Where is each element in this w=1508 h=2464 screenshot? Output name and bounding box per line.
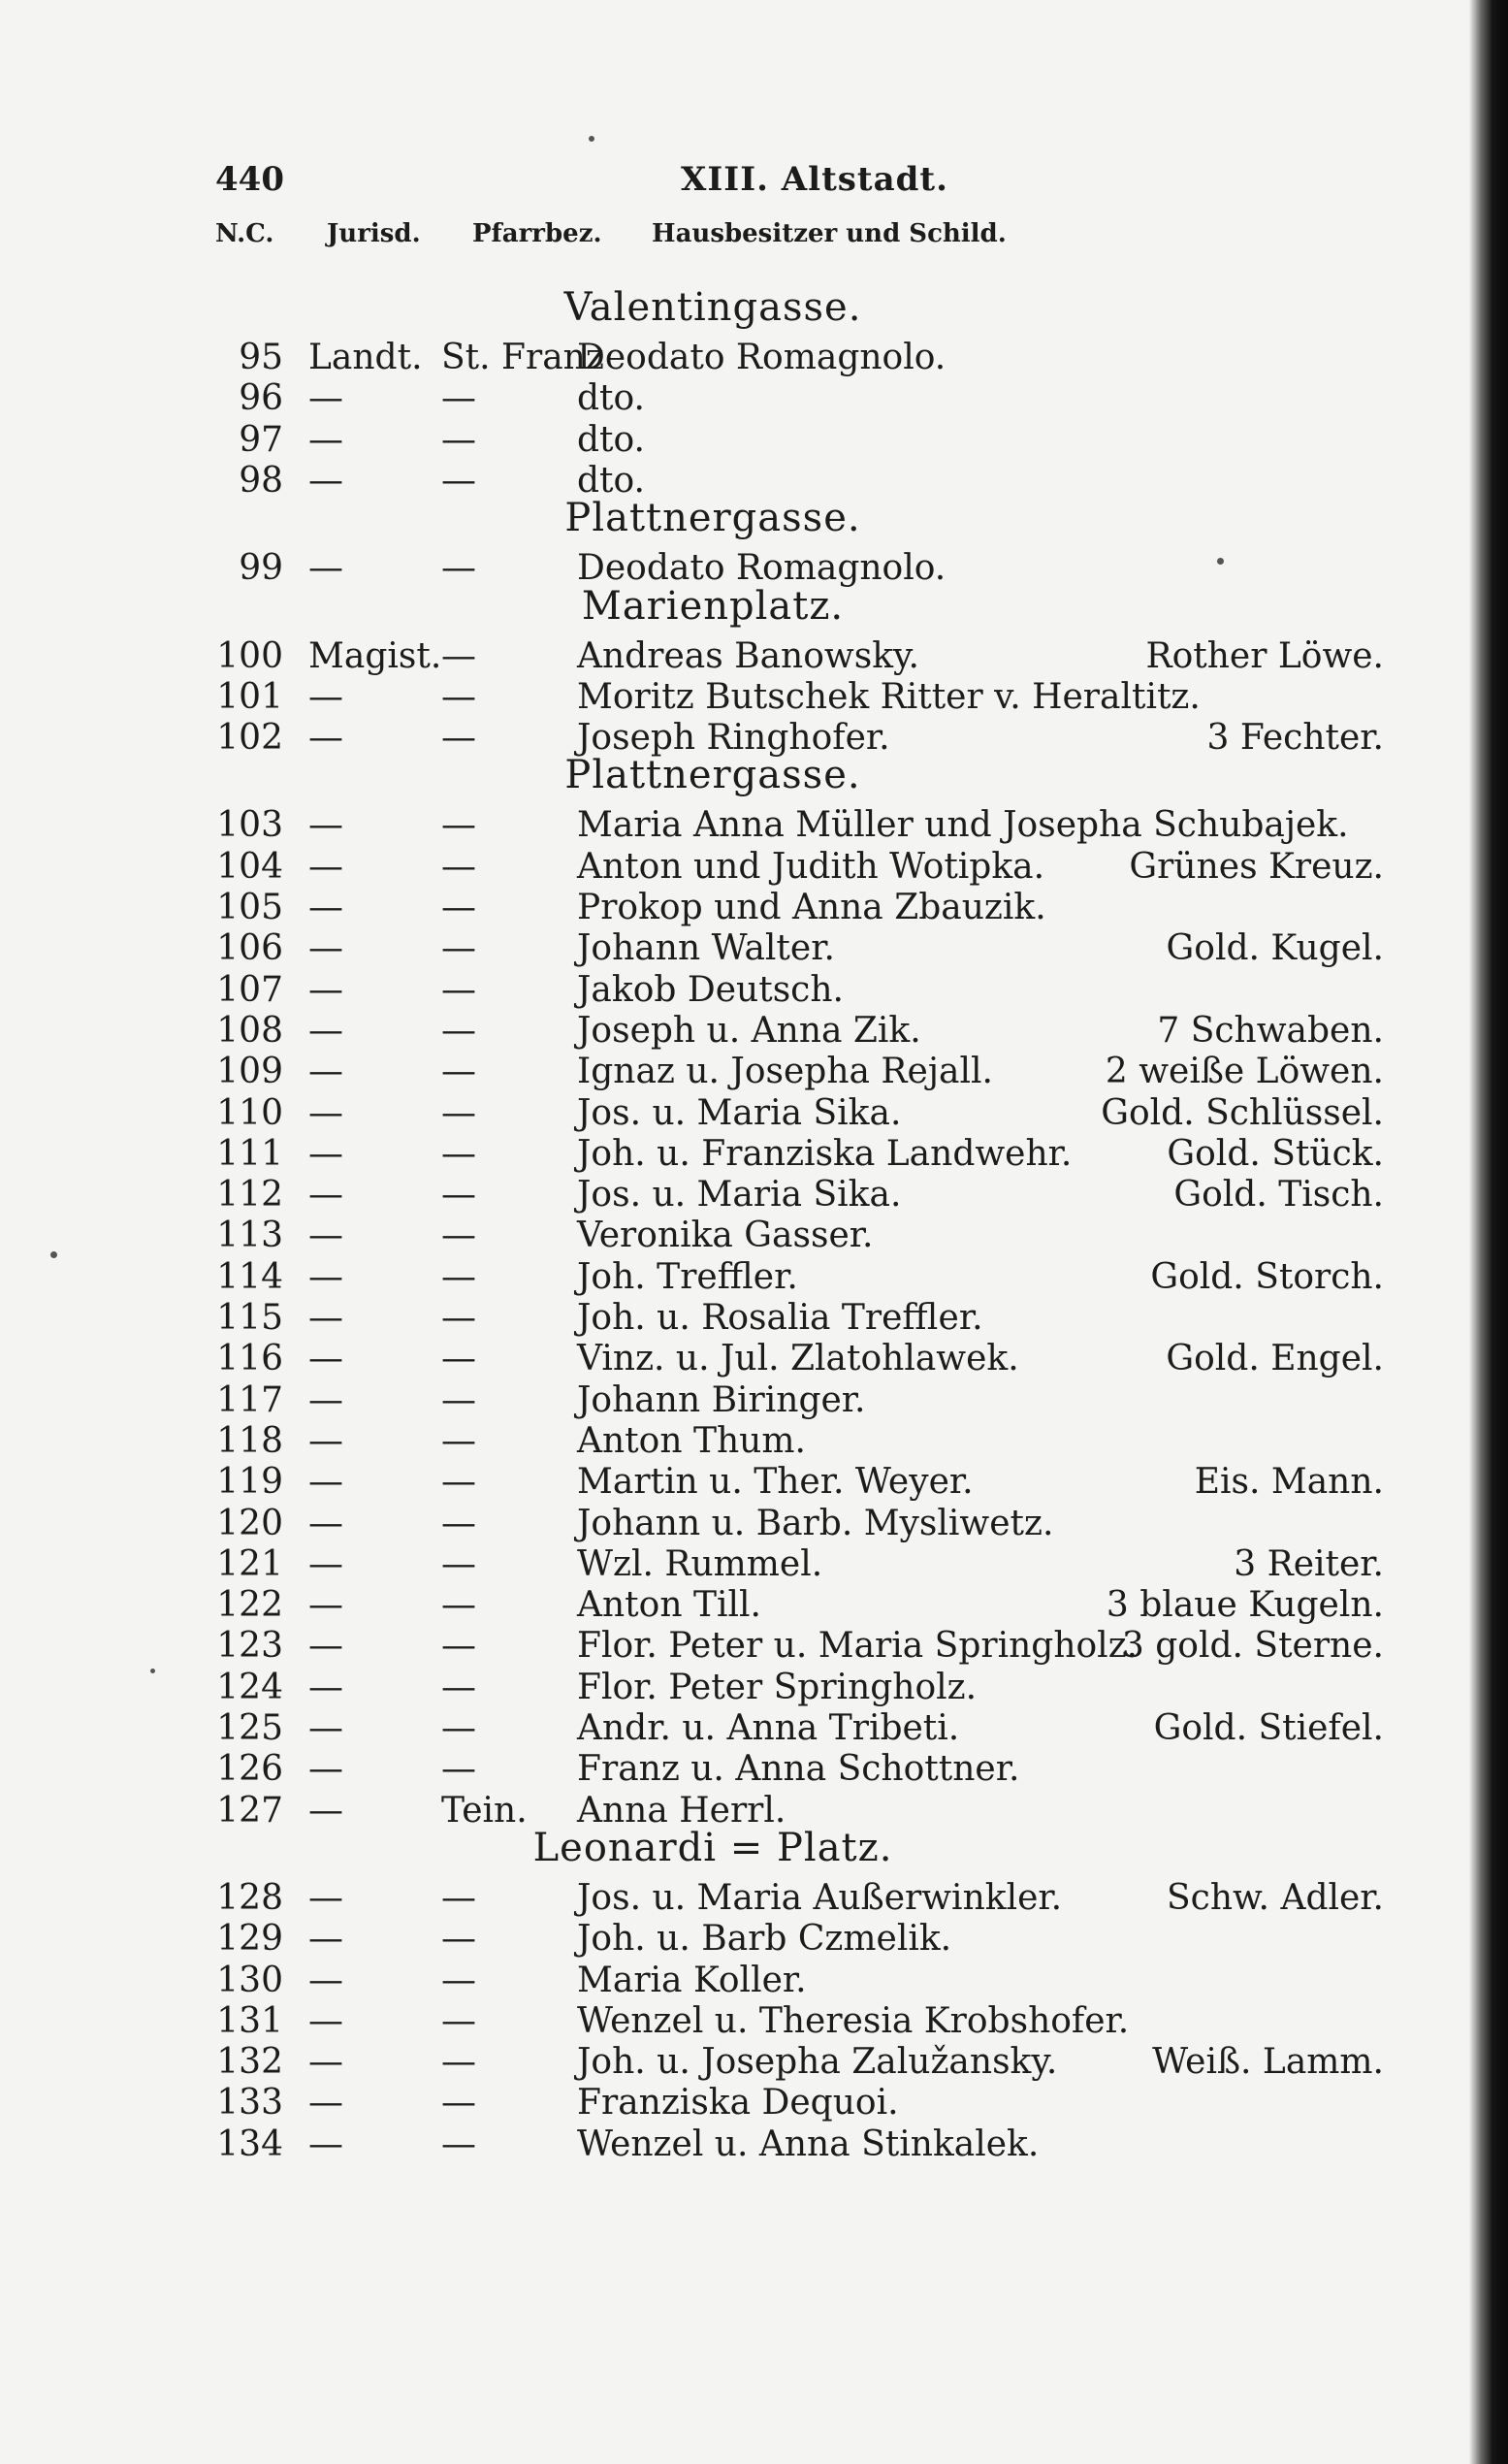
house-sign-cell: Gold. Engel.	[1166, 1339, 1384, 1379]
jurisdiction-cell: —	[308, 846, 343, 887]
jurisdiction-cell: —	[308, 2124, 343, 2164]
house-number: 123	[216, 1626, 283, 1667]
owner-cell: Joh. u. Josepha Zalužansky.	[577, 2042, 1058, 2083]
parish-cell: —	[441, 718, 476, 759]
jurisdiction-cell: —	[308, 1379, 343, 1420]
owner-cell: Jos. u. Maria Außerwinkler.	[577, 1877, 1063, 1918]
house-number: 97	[239, 419, 283, 460]
house-sign-cell: 3 blaue Kugeln.	[1106, 1585, 1384, 1626]
owner-cell: Deodato Romagnolo.	[577, 548, 947, 589]
parish-cell: —	[441, 1256, 476, 1297]
house-number: 134	[216, 2124, 283, 2164]
owner-cell: Wzl. Rummel.	[577, 1543, 823, 1584]
jurisdiction-cell: —	[308, 1960, 343, 2000]
jurisdiction-cell: —	[308, 1256, 343, 1297]
table-row	[0, 1750, 1508, 1789]
house-sign-cell: Grünes Kreuz.	[1129, 846, 1384, 887]
parish-cell: —	[441, 419, 476, 460]
house-number: 101	[216, 676, 283, 717]
owner-cell: dto.	[577, 460, 645, 501]
jurisdiction-cell: —	[308, 1877, 343, 1918]
parish-cell: —	[441, 1175, 476, 1216]
parish-cell: —	[441, 1585, 476, 1626]
house-number: 110	[216, 1092, 283, 1133]
jurisdiction-cell: —	[308, 1919, 343, 1960]
street-heading	[0, 285, 1508, 330]
table-row	[0, 1920, 1508, 1959]
house-sign-cell: 2 weiße Löwen.	[1105, 1052, 1384, 1092]
table-row	[0, 1422, 1508, 1461]
parish-cell: —	[441, 1503, 476, 1543]
parish-cell: —	[441, 2124, 476, 2164]
house-number: 126	[216, 1749, 283, 1790]
parish-cell: —	[441, 1626, 476, 1667]
owner-cell: Jos. u. Maria Sika.	[577, 1092, 902, 1133]
owner-cell: Joh. u. Rosalia Treffler.	[577, 1298, 983, 1338]
house-number: 128	[216, 1877, 283, 1918]
parish-cell: —	[441, 2083, 476, 2124]
house-sign-cell: Gold. Stück.	[1167, 1133, 1384, 1174]
owner-cell: Maria Anna Müller und Josepha Schubajek.	[577, 805, 1349, 846]
jurisdiction-cell: —	[308, 2083, 343, 2124]
parish-cell: Tein.	[441, 1790, 528, 1831]
house-number: 113	[216, 1216, 283, 1256]
parish-cell: —	[441, 1708, 476, 1748]
house-number: 95	[239, 338, 283, 377]
jurisdiction-cell: —	[308, 1503, 343, 1543]
owner-cell: Jakob Deutsch.	[577, 969, 844, 1010]
house-number: 122	[216, 1585, 283, 1626]
table-row	[0, 1505, 1508, 1543]
owner-cell: Prokop und Anna Zbauzik.	[577, 888, 1046, 927]
house-number: 117	[216, 1379, 283, 1420]
street-name: Plattnergasse.	[564, 496, 861, 541]
parish-cell: —	[441, 1877, 476, 1918]
owner-cell: Joseph Ringhofer.	[577, 718, 890, 759]
owner-cell: Anna Herrl.	[577, 1790, 786, 1831]
owner-cell: Joseph u. Anna Zik.	[577, 1010, 921, 1051]
house-number: 109	[216, 1052, 283, 1092]
jurisdiction-cell: —	[308, 1667, 343, 1707]
table-row	[0, 1094, 1508, 1133]
house-number: 116	[216, 1339, 283, 1379]
table-row	[0, 1627, 1508, 1666]
house-number: 100	[216, 635, 283, 676]
street-name: Leonardi = Platz.	[532, 1825, 893, 1870]
house-number: 133	[216, 2083, 283, 2124]
owner-cell: Ignaz u. Josepha Rejall.	[577, 1052, 993, 1092]
jurisdiction-cell: —	[308, 1175, 343, 1216]
jurisdiction-cell: —	[308, 1052, 343, 1092]
house-sign-cell: 3 gold. Sterne.	[1121, 1626, 1384, 1667]
parish-cell: —	[441, 1543, 476, 1584]
house-number: 132	[216, 2042, 283, 2083]
street-name: Marienplatz.	[581, 583, 845, 629]
jurisdiction-cell: —	[308, 969, 343, 1010]
jurisdiction-cell: —	[308, 1790, 343, 1831]
table-row	[0, 1299, 1508, 1338]
table-row	[0, 1669, 1508, 1707]
table-row	[0, 1176, 1508, 1215]
street-name: Plattnergasse.	[564, 753, 861, 798]
table-row	[0, 889, 1508, 927]
house-sign-cell: Schw. Adler.	[1167, 1877, 1384, 1918]
house-number: 120	[216, 1503, 283, 1543]
house-sign-cell: Gold. Tisch.	[1173, 1175, 1384, 1216]
col-header-jurisd: Jurisd.	[327, 219, 421, 248]
owner-cell: Franziska Dequoi.	[577, 2083, 899, 2124]
jurisdiction-cell: —	[308, 378, 343, 419]
owner-cell: Johann Walter.	[577, 928, 835, 969]
table-row	[0, 971, 1508, 1010]
jurisdiction-cell: —	[308, 460, 343, 501]
jurisdiction-cell: —	[308, 419, 343, 460]
section-title: XIII. Altstadt.	[681, 160, 948, 199]
owner-cell: Deodato Romagnolo.	[577, 338, 947, 377]
table-row	[0, 1135, 1508, 1174]
table-row	[0, 1381, 1508, 1420]
house-sign-cell: Eis. Mann.	[1194, 1462, 1384, 1503]
jurisdiction-cell: —	[308, 1133, 343, 1174]
parish-cell: —	[441, 635, 476, 676]
house-number: 99	[239, 548, 283, 589]
owner-cell: Joh. u. Barb Czmelik.	[577, 1919, 952, 1960]
jurisdiction-cell: —	[308, 1339, 343, 1379]
street-heading	[0, 583, 1508, 629]
jurisdiction-cell: —	[308, 1749, 343, 1790]
parish-cell: —	[441, 1420, 476, 1461]
parish-cell: —	[441, 676, 476, 717]
jurisdiction-cell: —	[308, 1543, 343, 1584]
jurisdiction-cell: —	[308, 1585, 343, 1626]
owner-cell: Veronika Gasser.	[577, 1216, 874, 1256]
table-row	[0, 1340, 1508, 1378]
house-number: 131	[216, 2000, 283, 2041]
parish-cell: —	[441, 378, 476, 419]
house-number: 125	[216, 1708, 283, 1748]
parish-cell: —	[441, 1462, 476, 1503]
parish-cell: —	[441, 2042, 476, 2083]
parish-cell: —	[441, 888, 476, 927]
parish-cell: St. Franz	[441, 338, 604, 377]
table-row	[0, 1586, 1508, 1625]
col-header-nr: N.C.	[215, 219, 274, 248]
owner-cell: Joh. Treffler.	[577, 1256, 798, 1297]
owner-cell: dto.	[577, 378, 645, 419]
house-number: 103	[216, 805, 283, 846]
owner-cell: Anton Till.	[577, 1585, 761, 1626]
owner-cell: Martin u. Ther. Weyer.	[577, 1462, 974, 1503]
house-sign-cell: 3 Reiter.	[1234, 1543, 1384, 1584]
table-row	[0, 1961, 1508, 2000]
parish-cell: —	[441, 2000, 476, 2041]
jurisdiction-cell: —	[308, 1010, 343, 1051]
house-sign-cell: 3 Fechter.	[1206, 718, 1384, 759]
table-row	[0, 1709, 1508, 1748]
parish-cell: —	[441, 1216, 476, 1256]
jurisdiction-cell: —	[308, 1708, 343, 1748]
table-row	[0, 2002, 1508, 2041]
parish-cell: —	[441, 1298, 476, 1338]
table-row	[0, 1792, 1508, 1831]
paper-speck	[50, 1251, 57, 1258]
table-row	[0, 379, 1508, 418]
house-number: 118	[216, 1420, 283, 1461]
house-sign-cell: Gold. Kugel.	[1166, 928, 1384, 969]
jurisdiction-cell: —	[308, 1092, 343, 1133]
jurisdiction-cell: —	[308, 1462, 343, 1503]
parish-cell: —	[441, 1667, 476, 1707]
street-heading	[0, 1825, 1508, 1870]
house-number: 102	[216, 718, 283, 759]
table-row	[0, 1053, 1508, 1091]
owner-cell: Vinz. u. Jul. Zlatohlawek.	[577, 1339, 1019, 1379]
owner-cell: Wenzel u. Theresia Krobshofer.	[577, 2000, 1130, 2041]
table-row	[0, 806, 1508, 845]
page-number: 440	[215, 160, 284, 199]
house-number: 108	[216, 1010, 283, 1051]
house-number: 127	[216, 1790, 283, 1831]
table-row	[0, 1879, 1508, 1918]
house-number: 98	[239, 460, 283, 501]
owner-cell: Wenzel u. Anna Stinkalek.	[577, 2124, 1040, 2164]
parish-cell: —	[441, 1092, 476, 1133]
street-heading	[0, 496, 1508, 541]
house-sign-cell: Weiß. Lamm.	[1152, 2042, 1384, 2083]
table-row	[0, 719, 1508, 758]
col-header-pfarr: Pfarrbez.	[472, 219, 602, 248]
owner-cell: Joh. u. Franziska Landwehr.	[577, 1133, 1073, 1174]
house-number: 129	[216, 1919, 283, 1960]
house-number: 114	[216, 1256, 283, 1297]
parish-cell: —	[441, 1919, 476, 1960]
house-number: 119	[216, 1462, 283, 1503]
house-sign-cell: Rother Löwe.	[1145, 635, 1384, 676]
house-number: 96	[239, 378, 283, 419]
jurisdiction-cell: Landt.	[308, 338, 423, 377]
jurisdiction-cell: —	[308, 676, 343, 717]
parish-cell: —	[441, 1960, 476, 2000]
table-row	[0, 1012, 1508, 1051]
house-number: 124	[216, 1667, 283, 1707]
owner-cell: Johann u. Barb. Mysliwetz.	[577, 1503, 1054, 1543]
house-number: 106	[216, 928, 283, 969]
street-name: Valentingasse.	[563, 285, 862, 330]
house-number: 107	[216, 969, 283, 1010]
table-row	[0, 678, 1508, 717]
parish-cell: —	[441, 969, 476, 1010]
owner-cell: Flor. Peter Springholz.	[577, 1667, 978, 1707]
jurisdiction-cell: —	[308, 805, 343, 846]
jurisdiction-cell: —	[308, 548, 343, 589]
table-row	[0, 1463, 1508, 1502]
owner-cell: Andreas Banowsky.	[577, 635, 920, 676]
jurisdiction-cell: Magist.	[308, 635, 442, 676]
owner-cell: Franz u. Anna Schottner.	[577, 1749, 1020, 1790]
table-row	[0, 421, 1508, 460]
paper-speck	[1217, 558, 1224, 565]
house-sign-cell: Gold. Storch.	[1150, 1256, 1384, 1297]
jurisdiction-cell: —	[308, 1626, 343, 1667]
parish-cell: —	[441, 1379, 476, 1420]
table-row	[0, 339, 1508, 377]
parish-cell: —	[441, 1339, 476, 1379]
parish-cell: —	[441, 1133, 476, 1174]
house-number: 112	[216, 1175, 283, 1216]
owner-cell: dto.	[577, 419, 645, 460]
paper-speck	[150, 1669, 155, 1673]
table-row	[0, 2125, 1508, 2164]
owner-cell: Anton Thum.	[577, 1420, 806, 1461]
house-sign-cell: Gold. Stiefel.	[1153, 1708, 1384, 1748]
table-row	[0, 1216, 1508, 1255]
owner-cell: Andr. u. Anna Tribeti.	[577, 1708, 960, 1748]
col-header-owner: Hausbesitzer und Schild.	[652, 219, 1007, 248]
parish-cell: —	[441, 846, 476, 887]
house-number: 130	[216, 1960, 283, 2000]
table-row	[0, 462, 1508, 501]
parish-cell: —	[441, 805, 476, 846]
table-row	[0, 549, 1508, 588]
jurisdiction-cell: —	[308, 2042, 343, 2083]
house-number: 111	[216, 1133, 283, 1174]
parish-cell: —	[441, 460, 476, 501]
house-number: 104	[216, 846, 283, 887]
jurisdiction-cell: —	[308, 1298, 343, 1338]
parish-cell: —	[441, 548, 476, 589]
owner-cell: Johann Biringer.	[577, 1379, 866, 1420]
house-number: 115	[216, 1298, 283, 1338]
owner-cell: Maria Koller.	[577, 1960, 807, 2000]
jurisdiction-cell: —	[308, 888, 343, 927]
street-heading	[0, 753, 1508, 798]
jurisdiction-cell: —	[308, 718, 343, 759]
jurisdiction-cell: —	[308, 1420, 343, 1461]
table-row	[0, 2043, 1508, 2082]
owner-cell: Moritz Butschek Ritter v. Heraltitz.	[577, 676, 1201, 717]
table-row	[0, 848, 1508, 887]
table-row	[0, 929, 1508, 968]
owner-cell: Flor. Peter u. Maria Springholz.	[577, 1626, 1139, 1667]
jurisdiction-cell: —	[308, 928, 343, 969]
house-sign-cell: Gold. Schlüssel.	[1101, 1092, 1384, 1133]
paper-speck	[589, 136, 594, 142]
owner-cell: Anton und Judith Wotipka.	[577, 846, 1045, 887]
parish-cell: —	[441, 1749, 476, 1790]
table-row	[0, 2084, 1508, 2123]
jurisdiction-cell: —	[308, 2000, 343, 2041]
parish-cell: —	[441, 1052, 476, 1092]
house-number: 121	[216, 1543, 283, 1584]
parish-cell: —	[441, 928, 476, 969]
table-row	[0, 1258, 1508, 1297]
house-sign-cell: 7 Schwaben.	[1157, 1010, 1384, 1051]
table-row	[0, 637, 1508, 676]
table-row	[0, 1545, 1508, 1584]
jurisdiction-cell: —	[308, 1216, 343, 1256]
parish-cell: —	[441, 1010, 476, 1051]
owner-cell: Jos. u. Maria Sika.	[577, 1175, 902, 1216]
house-number: 105	[216, 888, 283, 927]
